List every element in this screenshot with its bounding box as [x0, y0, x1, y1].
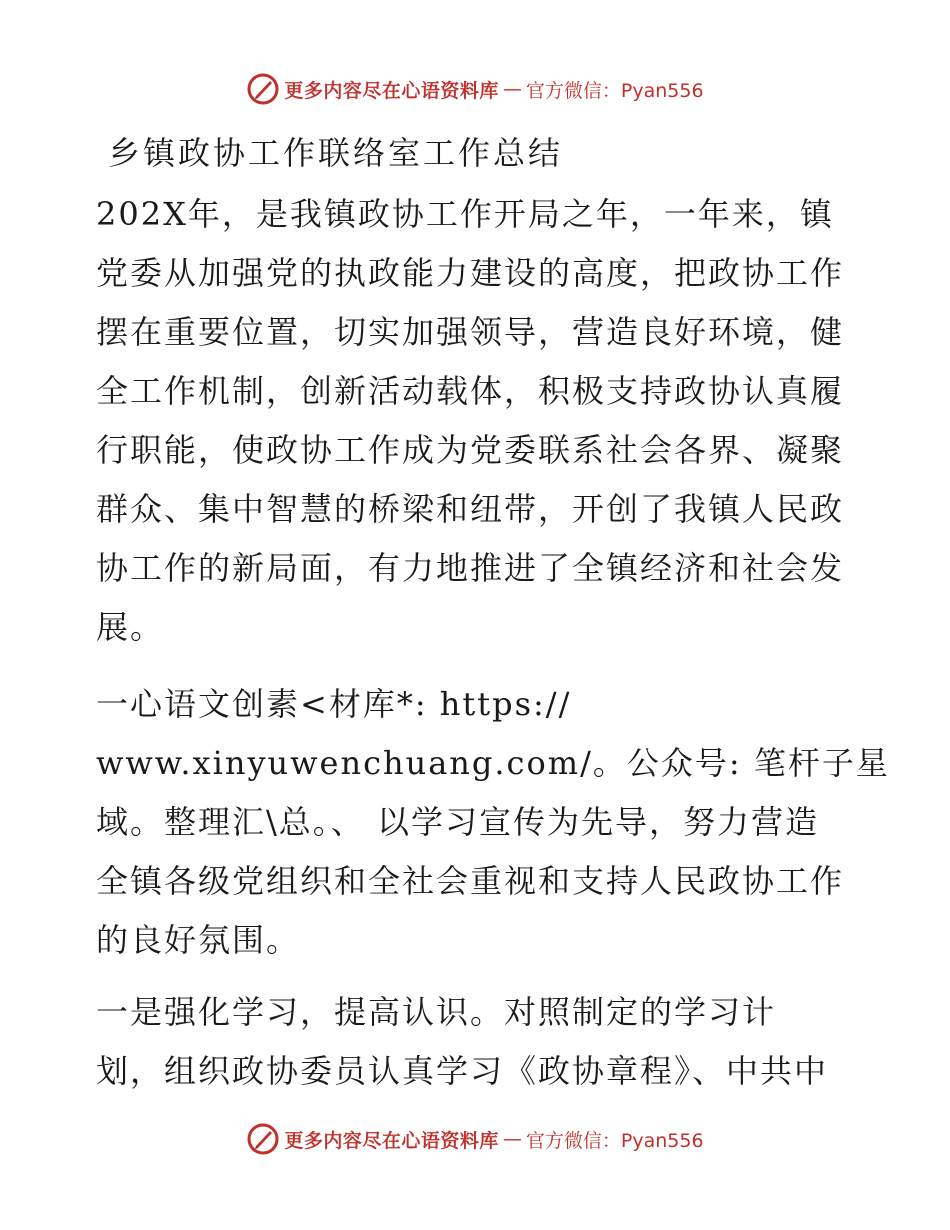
paragraph-line: 域。整理汇\总。、 以学习宣传为先导，努力营造: [96, 803, 819, 841]
document-title: 乡镇政协工作联络室工作总结: [108, 134, 564, 172]
paragraph-1: [96, 185, 856, 657]
paragraph-line: 全镇各级党组织和全社会重视和支持人民政协工作: [96, 862, 845, 900]
paragraph-line: www.xinyuwenchuang.com/。公众号: 笔杆子星: [96, 744, 890, 782]
paragraph-line: 的良好氛围。: [96, 921, 301, 959]
quill-pen-logo-icon: [246, 72, 280, 106]
paragraph-line: 一是强化学习，提高认识。对照制定的学习计: [96, 993, 777, 1031]
paragraph-line: 划，组织政协委员认真学习《政协章程》、中共中: [96, 1052, 829, 1090]
paragraph-line: 一心语文创素<材库*: https://: [96, 685, 572, 723]
watermark-separator: —: [502, 78, 522, 100]
paragraph-line: 党委从加强党的执政能力建设的高度，把政协工作: [96, 254, 845, 292]
top-watermark-banner: [0, 72, 950, 106]
bottom-watermark-banner: [0, 1122, 950, 1156]
paragraph-3: [96, 983, 856, 1101]
paragraph-2: [96, 675, 890, 970]
paragraph-line: 全工作机制，创新活动载体，积极支持政协认真履: [96, 372, 845, 410]
paragraph-line: 群众、集中智慧的桥梁和纽带，开创了我镇人民政: [96, 490, 845, 528]
watermark-separator: —: [502, 1128, 522, 1150]
paragraph-line: 202X年，是我镇政协工作开局之年，一年来，镇: [96, 195, 834, 233]
paragraph-line: 协工作的新局面，有力地推进了全镇经济和社会发: [96, 549, 845, 587]
watermark-wechat-text: 官方微信：Pyan556: [525, 79, 704, 102]
paragraph-line: 展。: [96, 608, 165, 646]
watermark-wechat-text: 官方微信：Pyan556: [525, 1129, 704, 1152]
quill-pen-logo-icon: [246, 1122, 280, 1156]
paragraph-line: 摆在重要位置，切实加强领导，营造良好环境，健: [96, 313, 845, 351]
paragraph-line: 行职能，使政协工作成为党委联系社会各界、凝聚: [96, 431, 845, 469]
watermark-brand-text: 更多内容尽在心语资料库: [284, 79, 499, 102]
watermark-brand-text: 更多内容尽在心语资料库: [284, 1129, 499, 1152]
